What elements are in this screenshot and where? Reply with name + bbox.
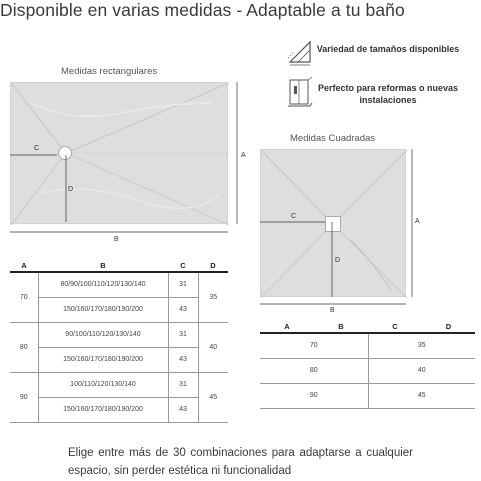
col-c: C: [392, 321, 398, 331]
table-row: [10, 322, 228, 347]
cell-c: 31: [168, 372, 198, 397]
cell-ab: 70: [260, 333, 368, 358]
cell-c: 43: [168, 397, 198, 422]
rectangular-table: [10, 259, 228, 423]
cell-d: 35: [198, 272, 228, 322]
feature-reform-text: Perfecto para reformas o nuevas instalaciones: [317, 83, 459, 105]
table-row: [10, 347, 228, 372]
cell-b: 150/160/170/180/190/200: [38, 297, 168, 322]
col-d: D: [445, 321, 452, 331]
cell-cd: 45: [368, 383, 475, 408]
cell-ab: 90: [260, 383, 368, 408]
square-label: Medidas Cuadradas: [290, 133, 376, 144]
cell-c: 31: [168, 272, 198, 297]
cell-ab: 80: [260, 358, 368, 383]
cell-a: 90: [10, 372, 38, 422]
cell-a: 80: [10, 322, 38, 372]
sq-dim-d: D: [335, 257, 341, 264]
col-c: C: [180, 260, 186, 270]
cell-b: 90/100/110/120/130/140: [38, 322, 168, 347]
rectangular-label: Medidas rectangulares: [61, 66, 158, 77]
rect-dim-b: B: [114, 236, 119, 243]
rect-dim-a: A: [241, 152, 246, 159]
cell-c: 31: [168, 322, 198, 347]
table-row: [10, 272, 228, 297]
page-title: Disponible en varias medidas - Adaptable a tu baño: [0, 0, 405, 20]
col-d: D: [210, 260, 216, 270]
cell-b: 100/110/120/130/140: [38, 372, 168, 397]
table-row: [260, 333, 475, 358]
feature-sizes-text: Variedad de tamaños disponibles: [316, 44, 460, 54]
rect-dim-d: D: [68, 186, 74, 193]
table-row: [10, 297, 228, 322]
col-a: A: [284, 321, 290, 331]
table-row: [260, 383, 475, 408]
sq-dim-a: A: [415, 218, 420, 225]
col-b: B: [338, 321, 344, 331]
cell-d: 45: [198, 372, 228, 422]
cell-b: 150/160/170/180/190/200: [38, 397, 168, 422]
cell-b: 80/90/100/110/120/130/140: [38, 272, 168, 297]
footer-description: Elige entre más de 30 combinaciones para adaptarse a cualquier espacio, sin perder estética ni funcionalidad: [68, 447, 413, 477]
square-table: [260, 320, 475, 409]
cell-b: 150/160/170/180/190/200: [38, 347, 168, 372]
cell-c: 43: [168, 297, 198, 322]
col-a: A: [21, 260, 27, 270]
sq-dim-b: B: [330, 307, 335, 314]
cell-a: 70: [10, 272, 38, 322]
sq-dim-c: C: [291, 213, 297, 220]
cell-c: 43: [168, 347, 198, 372]
cell-cd: 40: [368, 358, 475, 383]
table-header: [260, 320, 475, 333]
table-row: [260, 358, 475, 383]
col-b: B: [100, 260, 106, 270]
table-header: [10, 259, 228, 272]
cell-cd: 35: [368, 333, 475, 358]
rect-dim-c: C: [34, 145, 40, 152]
table-row: [10, 397, 228, 422]
table-row: [10, 372, 228, 397]
cell-d: 40: [198, 322, 228, 372]
